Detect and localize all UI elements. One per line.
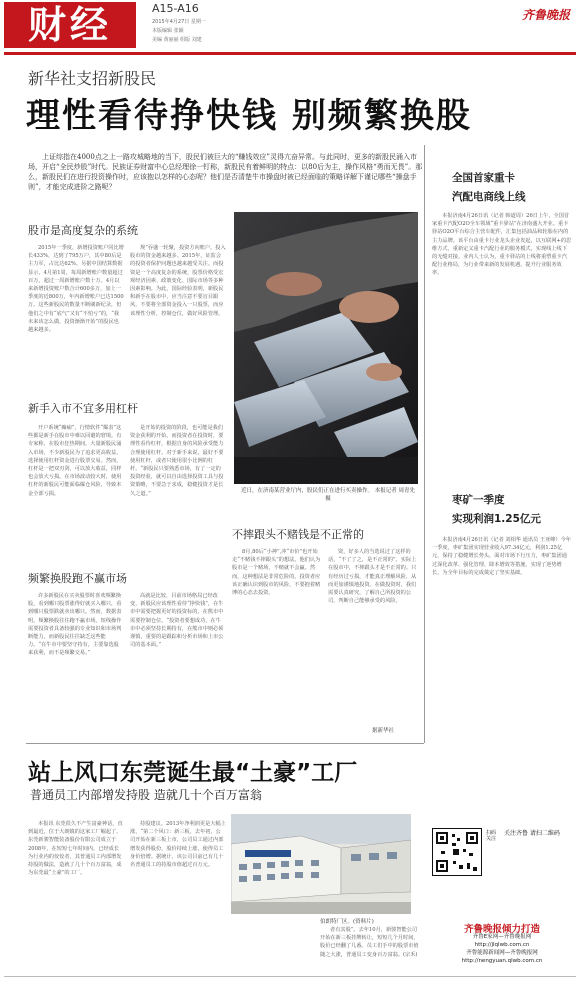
masthead <box>0 0 580 56</box>
sidebar-heading-line: 汽配电商线上线 <box>452 191 526 203</box>
sidebar-heading-line: 实现利润1.25亿元 <box>452 513 541 525</box>
promo-link[interactable]: http://jlqlwb.com.cn <box>474 942 530 948</box>
article-column: 8月,80后“小神”,冲“市价”也开始走“不赌钱不摔跟头”的想法。他们认为股市是一个赌场，不赌就不会赢。然而，这种想法是非常危险的。投资者应该正确认识到股市的风险，不要抱着赌博的心态去投资。 <box>232 549 321 597</box>
sidebar-heading <box>452 170 526 204</box>
sidebar-heading-line: 枣矿一季度 <box>452 494 505 506</box>
qr-side-text: 关注齐鲁 请扫二维码 <box>504 830 560 837</box>
trading-hall-photo <box>234 212 418 484</box>
feature-headline: 站上风口东莞诞生最“土豪”工厂 <box>28 760 358 786</box>
promo-line: 齐鲁能源新闻网—齐鲁晚报网 <box>466 950 538 956</box>
article-byline: 据新华社 <box>372 728 395 734</box>
section-divider <box>26 743 424 744</box>
sub-section-heading: 不摔跟头不赌钱是不正常的 <box>232 528 364 541</box>
photo-caption: 近日，在济南某营业厅内，股民们正在进行买卖操作。 本报记者 周青先 摄 <box>241 488 415 502</box>
main-headline: 理性看待挣快钱 别频繁换股 <box>26 96 472 136</box>
section-logo: 财经 <box>4 2 136 48</box>
masthead-meta <box>152 18 206 45</box>
sidebar-heading <box>452 492 541 526</box>
article-column: 开户系统“癫痫”，行情软件“爆表”这些都是新手在股市中难以回避的窘境。有专家称，在股市狂热期间，大量新股民涌入市场，不少新股民为了追求更高收益，选择使用杠杆资金进行股票交易。然而，杠杆是一把双刃剑，可以放大收益，同样也会放大亏损。在市场波动较大时，使用杠杆的新股民可能面临爆仓风险，导致本金全部亏损。 <box>28 425 122 497</box>
article-column: 资，好多人的当选说过了这样的话，“不了了之，是不正常的”。实际上在股市中，不摔跟头才是不正常的。只有经历过亏损，才能真正理解风险，从而更加谨慎地投资。在做投资时，我们需要认真研究，了解自己所投资的公司，判断自己能够承受的风险。 <box>328 549 417 605</box>
page-bottom-rule <box>4 976 576 977</box>
article-column: 2015年一季度，新增投资账户同比增长433%，达到了795万户，其中80后是主力军，占比达62%。另据中国结算数据显示，4月第1周，每周新增账户数量超过百万，超过一周新增账户数十万。4月以来新增投资账户数合计600多万，加上一季度的近800万，年内新增账户已达1500万。这些新股民的数量不断刷新纪录，但他们之中有“底气”又有“不怕亏”的，“我未来该怎么做，投资渐渐开始”的股民也越来越多。 <box>28 245 124 334</box>
page-numbers: A15-A16 <box>152 2 199 15</box>
promo-link[interactable]: http://nengyuan.qlwb.com.cn <box>461 958 543 964</box>
article-column: 许多新股民在买卖股票时喜欢频繁换股，看到哪只股票涨得好就买入哪只，看到哪只股票跌就卖出哪只。然而，数据表明，频繁换股往往跑不赢市场。短线操作需要投资者具备较强的专业知识和市场判断能力，而新股民往往缺乏这些能力。“在牛市中要坚守持有，主要靠选股来获利，而不是频繁交易。” <box>28 593 122 657</box>
photo-caption: 伯朗特厂区。(资料片) <box>320 919 374 925</box>
qr-pattern <box>433 829 481 875</box>
sidebar-heading-line: 全国首家重卡 <box>452 172 515 184</box>
promo-title: 齐鲁晚报倾力打造 <box>463 924 540 935</box>
masthead-meta-line: 本版编辑 张颖 <box>152 28 184 34</box>
feature-deck: 普通员工内部增发持股 造就几十个百万富翁 <box>30 788 262 802</box>
article-column: 者有其股”。去年10月，新骏智能公司开始在新三板挂牌转让，短短几个月时间，股价已经翻了几番。员工们手中的股票市值随之大涨，普通员工变身百万富翁。(宗禾) <box>320 927 419 958</box>
section-heading: 频繁换股跑不赢市场 <box>28 572 127 585</box>
article-column: 规”吞盛一轮聚，投资方向账户。投入股市的资金越来越多。2015年，证监会的投资者保护问题也越来越受关注。而投资是一个高度复杂的系统，股票价格受宏观经济因素、政策变化、国际市场等多种因素影响。为此，国际经验表明，新股民和新手在股市中，应当注意不要盲目跟风，不要将全部资金投入一只股票，而应该理性分析，控制仓位，做好风险管理。 <box>130 245 226 317</box>
promo-lines <box>432 933 572 965</box>
article-column: 持股建议。2013年净利润更是大幅上涨，“第二个风口：新三板，去年初，公司开始在新三板上市，公司员工通过内部增发获得股份，股价持续上涨，使得员工身价倍增。据统计，该公司目前已有几十名普通员工的持股市值超过百万元。 <box>130 821 226 869</box>
article-column: 本报讯 东莞很久不产生富豪神话，直到最近，位于大朗镇的这家工厂崛起了。东莞新骏智能装备股份有限公司成立于2008年，在短短七年时间内，已经成长为行业内的佼佼者，其普通员工内部增发持股的做法，造就了几十个百万富翁，成为东莞最“土豪”的工厂。 <box>28 821 123 877</box>
article-column: 是开始的投资的阶段，也可能是我们资金获利的开始。而投资者在投资时，要理性看待杠杆，根据自身的风险承受能力合理使用杠杆。对于新手来说，最好不要使用杠杆，或者只使用很小比例的杠杆。“新股民只要熟悉市场，有了一定的投资经验，就可以自由选择投资工具与投资策略，不要急于求成，稳健投资才是长久之道。” <box>130 425 224 497</box>
sidebar-article: 本报济南4月26日讯（记者 刘相华 通讯员 王亚峰）今年一季度，枣矿集团实现营业收入97.34亿元，利润1.25亿元，保持了稳健增长势头。面对市场下行压力，枣矿集团通过深化改革、强化管理、降本增效等措施，实现了逆势增长，为全年目标的完成奠定了坚实基础。 <box>432 537 571 576</box>
qr-label: 扫码关注 <box>486 830 497 842</box>
masthead-rule <box>4 52 576 55</box>
masthead-meta-line: 美编 黄丽丽 组版 刘建 <box>152 37 202 43</box>
main-kicker: 新华社支招新股民 <box>28 69 157 88</box>
article-column: 高就是比较，目前市场格局已经改变，新股民应该理性看待“挣快钱”，在牛市中需要把握更好的投资标的，在熊市中需要控制仓位。“投资者要想成功，在牛市中必须坚持长期持有，在熊市中则必须谨慎，重要的是跟踪和分析市场和上市公司的基本面。” <box>130 593 224 649</box>
column-divider <box>424 145 425 743</box>
section-heading: 新手入市不宜多用杠杆 <box>28 402 138 415</box>
trading-photo-illustration <box>234 212 418 484</box>
main-lead: 上证综指在4000点之上一路攻城略地的当下，股民们被巨大的“赚钱效应”灵得亢奋异常。与此同时，更多的新股民涌入市场，开启“全民炒股”时代。民族证券财富中心总经理徐一钉称，新股民有着鲜明的特点：以80后为主，操作风格“勇而无畏”。那么，新股民们在进行投资操作时，应该抱以怎样的心态呢？他们是否清楚牛市操盘时被已经面临的策略详解下谨记哪些“操盘手则”，才能完成进阶之路呢？ <box>28 153 423 191</box>
masthead-meta-line: 2015年4月27日 星期一 <box>152 19 206 25</box>
factory-photo <box>231 814 411 914</box>
newspaper-brand: 齐鲁晚报 <box>521 8 570 22</box>
qr-code-icon[interactable] <box>432 828 482 876</box>
factory-illustration <box>231 814 411 914</box>
sidebar-article: 本报济南4月26日讯（记者 韩道周）26日上午，全国首家重卡汽配O2O全车领域“重卡驿站”在济南盛大开业。重卡驿站O2O平台综合主营车配件，汇集包括油品和轮胎在内的主力品牌。该平台由重卡行业龙头企业发起，以互联网+的思维方式，重新定义重卡汽配行业的服务模式，实现线上线下的无缝对接。业内人士认为，重卡驿站的上线将重塑重卡汽配行业格局，为行业带来新的发展机遇，提升行业服务效率。 <box>432 213 572 277</box>
section-heading: 股市是高度复杂的系统 <box>28 224 138 237</box>
qr-promo <box>432 828 572 876</box>
promo-line: 齐鲁E家网—齐鲁晚报网 <box>472 934 532 940</box>
